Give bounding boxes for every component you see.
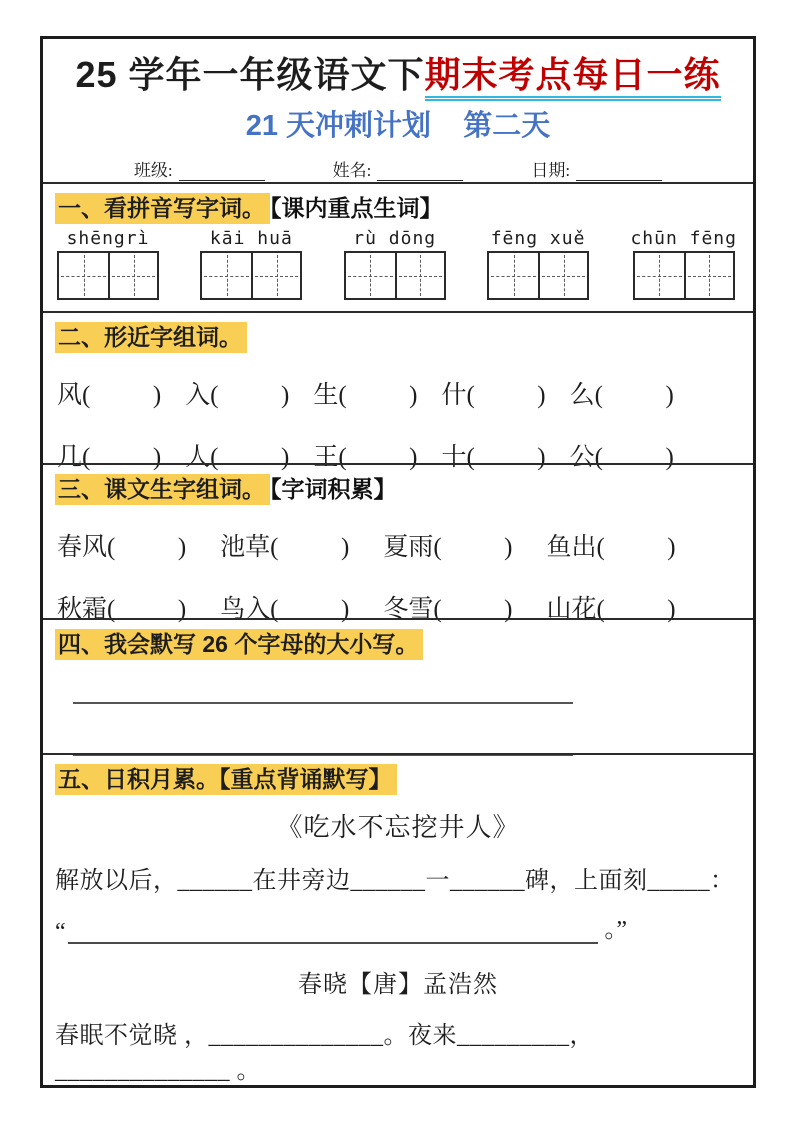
writing-grid[interactable] [487, 251, 589, 300]
section-2-similar-characters [43, 311, 753, 471]
poem-2-fill-line[interactable]: 春眠不觉晓 ，______________。夜来_________， ______________ 。 [55, 1023, 601, 1084]
class-blank[interactable] [179, 161, 265, 181]
pinyin-word-group [630, 228, 737, 300]
section-1-pinyin-writing [43, 182, 753, 311]
word-entry[interactable]: 生( ) [313, 382, 418, 409]
section-3-text-words [43, 463, 753, 623]
poem-1-title: 《吃水不忘挖井人》 [276, 813, 520, 842]
grid-cell [684, 253, 733, 298]
date-label: 日期: [531, 161, 571, 180]
grid-cell [202, 253, 251, 298]
section-5-heading-highlight: 五、日积月累。【重点背诵默写】 [55, 764, 397, 795]
page-title-red-underlined: 期末考点每日一练 [425, 54, 721, 101]
section-5-heading [55, 764, 741, 795]
grid-cell [538, 253, 587, 298]
section-5-recitation [43, 753, 753, 1085]
word-entry[interactable]: 么( ) [569, 382, 674, 409]
word-entry[interactable]: 什( ) [441, 382, 546, 409]
word-entry[interactable]: 秋霜( ) [57, 596, 187, 623]
section-4-heading [55, 629, 741, 660]
header [43, 39, 753, 182]
grid-cell [395, 253, 444, 298]
name-field [333, 156, 464, 181]
page-subtitle: 21 天冲刺计划 第二天 [245, 110, 551, 142]
grid-cell [489, 253, 538, 298]
pinyin-label: kāi huā [209, 228, 293, 250]
grid-cell [251, 253, 300, 298]
pinyin-word-group [200, 228, 302, 300]
poem-1-quote-line [55, 909, 627, 944]
pinyin-label: fēng xuě [490, 228, 586, 250]
section-3-row-1 [55, 527, 741, 563]
poem-1-fill-line[interactable]: 解放以后，______在井旁边______一______碑，上面刻_____： [55, 868, 735, 894]
section-3-heading-highlight: 三、课文生字组词。 [55, 474, 270, 505]
word-entry[interactable]: 十( ) [441, 444, 546, 471]
section-1-tag: 【课内重点生词】 [270, 195, 443, 222]
word-entry[interactable]: 鸟入( ) [220, 596, 350, 623]
word-entry[interactable]: 春风( ) [57, 534, 187, 561]
section-4-heading-highlight: 四、我会默写 26 个字母的大小写。 [55, 629, 423, 660]
pinyin-row [55, 224, 741, 300]
word-entry[interactable]: 鱼出( ) [546, 534, 676, 561]
pinyin-label: rù dōng [353, 228, 437, 250]
section-3-heading [55, 474, 741, 505]
pinyin-word-group [344, 228, 446, 300]
writing-grid[interactable] [633, 251, 735, 300]
grid-cell [108, 253, 157, 298]
section-2-row-1 [55, 375, 741, 411]
pinyin-label: shēngrì [66, 228, 150, 250]
class-field [134, 156, 265, 181]
name-label: 姓名: [332, 161, 372, 180]
long-answer-blank[interactable] [68, 915, 599, 944]
close-quote: 。” [604, 917, 627, 943]
poem-2-title: 春晓【唐】孟浩然 [298, 972, 498, 998]
answer-line[interactable] [73, 702, 573, 704]
word-entry[interactable]: 人( ) [185, 444, 290, 471]
word-entry[interactable]: 风( ) [57, 382, 162, 409]
section-3-tag: 【字词积累】 [270, 475, 397, 502]
word-entry[interactable]: 山花( ) [546, 596, 676, 623]
writing-grid[interactable] [344, 251, 446, 300]
word-entry[interactable]: 池草( ) [220, 534, 350, 561]
info-fields [43, 156, 753, 181]
word-entry[interactable]: 夏雨( ) [383, 534, 513, 561]
name-blank[interactable] [377, 161, 463, 181]
section-1-heading [55, 193, 741, 224]
section-2-heading-highlight: 二、形近字组词。 [55, 322, 247, 353]
pinyin-label: chūn fēng [630, 228, 737, 250]
word-entry[interactable]: 几( ) [57, 444, 162, 471]
word-entry[interactable]: 入( ) [185, 382, 290, 409]
section-4-alphabet [43, 618, 753, 753]
page-title-black: 25 学年一年级语文下 [75, 54, 425, 95]
grid-cell [635, 253, 684, 298]
open-quote: “ [55, 919, 66, 945]
class-label: 班级: [133, 161, 173, 180]
word-entry[interactable]: 公( ) [569, 444, 674, 471]
worksheet-page [40, 36, 756, 1088]
word-entry[interactable]: 冬雪( ) [383, 596, 513, 623]
page-title [43, 47, 753, 98]
word-entry[interactable]: 王( ) [313, 444, 418, 471]
section-1-heading-highlight: 一、看拼音写字词。 [55, 193, 270, 224]
writing-grid[interactable] [200, 251, 302, 300]
pinyin-word-group [487, 228, 589, 300]
pinyin-word-group [57, 228, 159, 300]
writing-grid[interactable] [57, 251, 159, 300]
date-field [531, 156, 662, 181]
date-blank[interactable] [576, 161, 662, 181]
grid-cell [59, 253, 108, 298]
grid-cell [346, 253, 395, 298]
section-2-heading [55, 322, 741, 353]
